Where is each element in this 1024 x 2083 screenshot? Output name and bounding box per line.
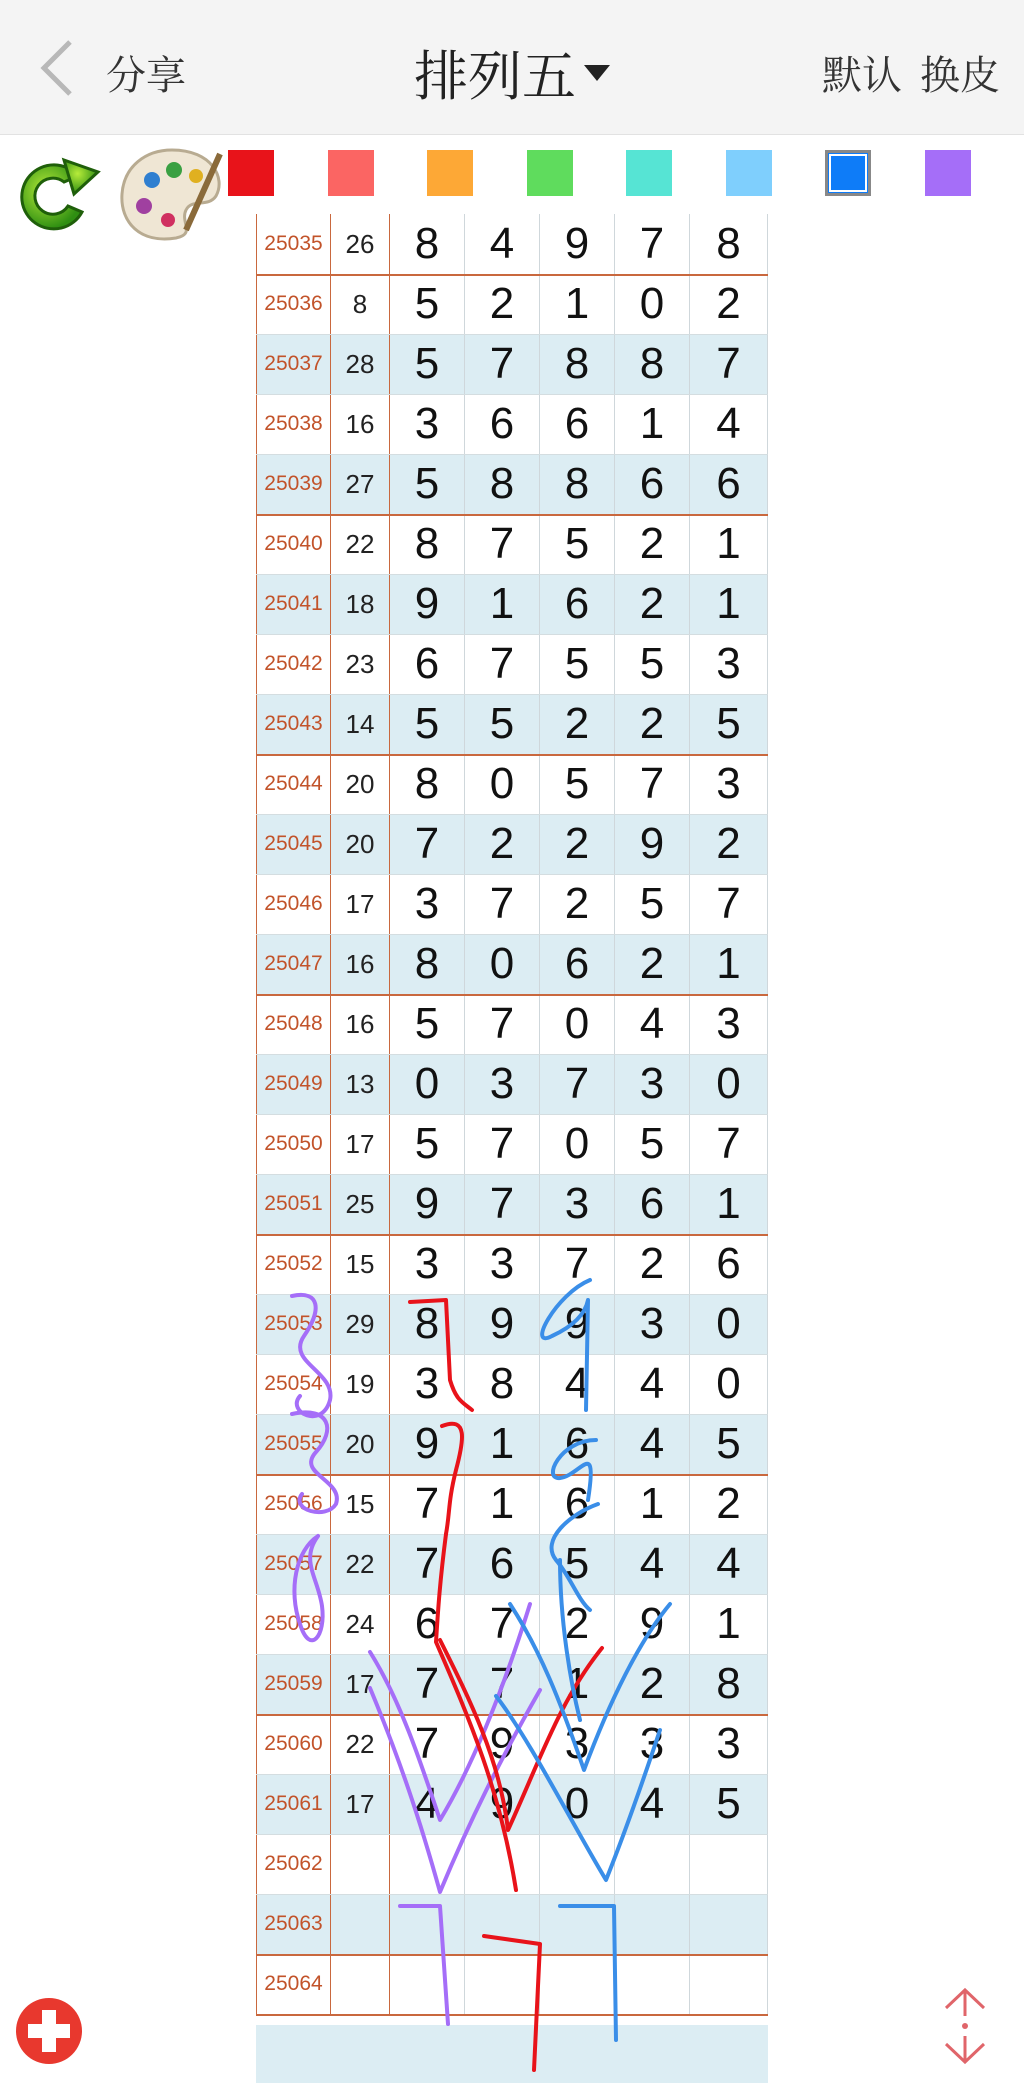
- sum-value: 29: [331, 1294, 390, 1354]
- issue-number: 25040: [256, 514, 331, 574]
- digit-3[interactable]: 5: [540, 754, 615, 814]
- digit-5[interactable]: 4: [690, 394, 768, 454]
- digit-5[interactable]: [690, 1954, 768, 2014]
- digit-3[interactable]: 4: [540, 1354, 615, 1414]
- digit-3[interactable]: 2: [540, 874, 615, 934]
- digit-4[interactable]: 8: [615, 334, 690, 394]
- row-divider: [256, 574, 768, 575]
- row-divider: [256, 1114, 768, 1115]
- grid-footer-band: [256, 2025, 768, 2083]
- digit-2[interactable]: 6: [465, 394, 540, 454]
- digit-1[interactable]: [390, 1834, 465, 1894]
- digit-2[interactable]: 7: [465, 634, 540, 694]
- digit-1[interactable]: 5: [390, 994, 465, 1054]
- issue-number: 25050: [256, 1114, 331, 1174]
- digit-3[interactable]: 3: [540, 1174, 615, 1234]
- digit-1[interactable]: 3: [390, 1354, 465, 1414]
- digit-3[interactable]: 2: [540, 1594, 615, 1654]
- digit-4[interactable]: 2: [615, 514, 690, 574]
- digit-5[interactable]: 6: [690, 454, 768, 514]
- digit-1[interactable]: 4: [390, 1774, 465, 1834]
- digit-1[interactable]: 3: [390, 1234, 465, 1294]
- digit-4[interactable]: 4: [615, 1534, 690, 1594]
- issue-number: 25042: [256, 634, 331, 694]
- trend-grid[interactable]: [256, 219, 768, 2083]
- table-row: [256, 1114, 768, 1174]
- sum-value: 23: [331, 634, 390, 694]
- row-divider: [256, 334, 768, 335]
- row-divider: [256, 1834, 768, 1835]
- digit-5[interactable]: 1: [690, 1594, 768, 1654]
- digit-2[interactable]: 7: [465, 334, 540, 394]
- sum-value: [331, 1894, 390, 1954]
- digit-1[interactable]: 7: [390, 1534, 465, 1594]
- digit-2[interactable]: 3: [465, 1054, 540, 1114]
- digit-3[interactable]: 6: [540, 1414, 615, 1474]
- row-divider: [256, 1954, 768, 1956]
- digit-5[interactable]: 1: [690, 934, 768, 994]
- digit-4[interactable]: 9: [615, 814, 690, 874]
- digit-1[interactable]: 7: [390, 1714, 465, 1774]
- row-divider: [256, 2014, 768, 2016]
- digit-4[interactable]: 3: [615, 1714, 690, 1774]
- digit-2[interactable]: 9: [465, 1714, 540, 1774]
- digit-2[interactable]: 7: [465, 1174, 540, 1234]
- issue-number: 25054: [256, 1354, 331, 1414]
- digit-5[interactable]: 1: [690, 1174, 768, 1234]
- digit-1[interactable]: 5: [390, 274, 465, 334]
- digit-3[interactable]: 3: [540, 1714, 615, 1774]
- sum-value: 20: [331, 754, 390, 814]
- digit-3: 9: [540, 214, 615, 274]
- issue-number: 25037: [256, 334, 331, 394]
- issue-number: 25058: [256, 1594, 331, 1654]
- issue-number: 25057: [256, 1534, 331, 1594]
- digit-2[interactable]: 7: [465, 874, 540, 934]
- digit-2[interactable]: 7: [465, 1654, 540, 1714]
- game-selector[interactable]: [414, 34, 610, 111]
- row-divider: [256, 754, 768, 756]
- digit-3[interactable]: 8: [540, 334, 615, 394]
- table-row: [256, 1894, 768, 1954]
- digit-5[interactable]: 0: [690, 1054, 768, 1114]
- digit-5[interactable]: 3: [690, 994, 768, 1054]
- table-row: [256, 1414, 768, 1474]
- row-divider: [256, 454, 768, 455]
- digit-4[interactable]: 4: [615, 994, 690, 1054]
- digit-4[interactable]: 0: [615, 274, 690, 334]
- issue-number: 25064: [256, 1954, 331, 2014]
- issue-number: 25046: [256, 874, 331, 934]
- digit-5[interactable]: 7: [690, 1114, 768, 1174]
- digit-3[interactable]: [540, 1834, 615, 1894]
- digit-2[interactable]: 7: [465, 514, 540, 574]
- digit-4[interactable]: 2: [615, 1654, 690, 1714]
- issue-number: 25056: [256, 1474, 331, 1534]
- issue-number: 25036: [256, 274, 331, 334]
- digit-2[interactable]: 3: [465, 1234, 540, 1294]
- digit-4: 7: [615, 214, 690, 274]
- digit-1[interactable]: 9: [390, 1414, 465, 1474]
- digit-1[interactable]: 9: [390, 1174, 465, 1234]
- digit-3[interactable]: 2: [540, 814, 615, 874]
- digit-1[interactable]: 8: [390, 1294, 465, 1354]
- digit-2[interactable]: 1: [465, 574, 540, 634]
- row-divider: [256, 1474, 768, 1476]
- row-divider: [256, 1894, 768, 1895]
- digit-3[interactable]: 8: [540, 454, 615, 514]
- table-row: [256, 994, 768, 1054]
- table-row: [256, 1834, 768, 1894]
- digit-2[interactable]: 7: [465, 1594, 540, 1654]
- table-row: [256, 1654, 768, 1714]
- digit-5[interactable]: 2: [690, 1474, 768, 1534]
- issue-number: 25063: [256, 1894, 331, 1954]
- sum-value: [331, 1834, 390, 1894]
- digit-5[interactable]: 2: [690, 814, 768, 874]
- row-divider: [256, 274, 768, 276]
- table-row: [256, 1474, 768, 1534]
- share-button[interactable]: 分享: [106, 54, 186, 98]
- sum-value: 27: [331, 454, 390, 514]
- sum-value: 22: [331, 1534, 390, 1594]
- digit-2[interactable]: [465, 1894, 540, 1954]
- digit-3[interactable]: 6: [540, 394, 615, 454]
- table-row: [256, 1954, 768, 2014]
- issue-number: 25038: [256, 394, 331, 454]
- digit-4[interactable]: 4: [615, 1354, 690, 1414]
- digit-5[interactable]: 1: [690, 514, 768, 574]
- digit-3[interactable]: [540, 1954, 615, 2014]
- table-row: [256, 1054, 768, 1114]
- change-skin-button[interactable]: 换皮: [920, 54, 1000, 98]
- digit-2[interactable]: 0: [465, 934, 540, 994]
- digit-3[interactable]: 0: [540, 994, 615, 1054]
- digit-4[interactable]: [615, 1834, 690, 1894]
- table-row: [256, 814, 768, 874]
- digit-1[interactable]: 7: [390, 1654, 465, 1714]
- digit-1[interactable]: 6: [390, 1594, 465, 1654]
- digit-1[interactable]: 9: [390, 574, 465, 634]
- issue-number: 25059: [256, 1654, 331, 1714]
- digit-3[interactable]: 6: [540, 934, 615, 994]
- digit-2[interactable]: [465, 1954, 540, 2014]
- table-row: [256, 934, 768, 994]
- table-row: [256, 394, 768, 454]
- digit-3[interactable]: 2: [540, 694, 615, 754]
- sum-value: 17: [331, 1114, 390, 1174]
- digit-3[interactable]: 1: [540, 1654, 615, 1714]
- row-divider: [256, 1594, 768, 1595]
- digit-3[interactable]: 0: [540, 1774, 615, 1834]
- issue-number: 25044: [256, 754, 331, 814]
- sum-value: 22: [331, 514, 390, 574]
- digit-1[interactable]: 0: [390, 1054, 465, 1114]
- table-row: [256, 754, 768, 814]
- digit-1[interactable]: 8: [390, 754, 465, 814]
- issue-number: 25047: [256, 934, 331, 994]
- issue-number: 25060: [256, 1714, 331, 1774]
- digit-2[interactable]: 1: [465, 1414, 540, 1474]
- digit-3[interactable]: [540, 1894, 615, 1954]
- digit-2: 4: [465, 214, 540, 274]
- sum-value: 16: [331, 994, 390, 1054]
- digit-5[interactable]: 2: [690, 274, 768, 334]
- scroll-toggle-icon[interactable]: [938, 1986, 992, 2066]
- row-divider: [256, 1354, 768, 1355]
- sum-value: 16: [331, 934, 390, 994]
- row-divider: [256, 1174, 768, 1175]
- sum-value: 19: [331, 1354, 390, 1414]
- table-row: [256, 274, 768, 334]
- digit-5[interactable]: 5: [690, 694, 768, 754]
- digit-5[interactable]: [690, 1834, 768, 1894]
- color-swatch-orange[interactable]: [427, 150, 473, 196]
- digit-5[interactable]: 1: [690, 574, 768, 634]
- digit-3[interactable]: 7: [540, 1234, 615, 1294]
- digit-3[interactable]: 1: [540, 274, 615, 334]
- table-row-partial: [256, 214, 768, 274]
- digit-1[interactable]: 5: [390, 334, 465, 394]
- digit-1[interactable]: 7: [390, 1474, 465, 1534]
- digit-1[interactable]: 3: [390, 394, 465, 454]
- digit-1[interactable]: [390, 1954, 465, 2014]
- color-swatch-teal[interactable]: [626, 150, 672, 196]
- sum-value: 22: [331, 1714, 390, 1774]
- issue-number: 25061: [256, 1774, 331, 1834]
- issue-number: 25039: [256, 454, 331, 514]
- digit-5: 8: [690, 214, 768, 274]
- row-divider: [256, 1534, 768, 1535]
- digit-5[interactable]: 3: [690, 634, 768, 694]
- sum-value: 24: [331, 1594, 390, 1654]
- digit-4[interactable]: 3: [615, 1294, 690, 1354]
- digit-4[interactable]: 2: [615, 694, 690, 754]
- digit-5[interactable]: 0: [690, 1354, 768, 1414]
- sum-value: 16: [331, 394, 390, 454]
- digit-1: 8: [390, 214, 465, 274]
- sum-value: 13: [331, 1054, 390, 1114]
- row-divider: [256, 514, 768, 516]
- digit-4[interactable]: 1: [615, 394, 690, 454]
- digit-2[interactable]: 7: [465, 1114, 540, 1174]
- row-divider: [256, 1654, 768, 1655]
- digit-3[interactable]: 7: [540, 1054, 615, 1114]
- table-row: [256, 1294, 768, 1354]
- row-divider: [256, 874, 768, 875]
- digit-2[interactable]: 0: [465, 754, 540, 814]
- row-divider: [256, 1054, 768, 1055]
- digit-1[interactable]: 5: [390, 694, 465, 754]
- palette-icon[interactable]: [116, 144, 228, 244]
- table-row: [256, 1594, 768, 1654]
- issue-number: 25041: [256, 574, 331, 634]
- row-divider: [256, 814, 768, 815]
- digit-4[interactable]: 5: [615, 874, 690, 934]
- digit-4[interactable]: 6: [615, 454, 690, 514]
- digit-5[interactable]: 0: [690, 1294, 768, 1354]
- row-divider: [256, 1774, 768, 1775]
- sum-value: 20: [331, 1414, 390, 1474]
- digit-4[interactable]: 7: [615, 754, 690, 814]
- sum-value: [331, 1954, 390, 2014]
- add-icon[interactable]: [14, 1996, 84, 2066]
- digit-1[interactable]: 7: [390, 814, 465, 874]
- sum-value: 17: [331, 1774, 390, 1834]
- digit-4[interactable]: 9: [615, 1594, 690, 1654]
- sum-value: 15: [331, 1474, 390, 1534]
- row-divider: [256, 694, 768, 695]
- digit-4[interactable]: 2: [615, 1234, 690, 1294]
- row-divider: [256, 1714, 768, 1716]
- sum-value: 18: [331, 574, 390, 634]
- sum-value: 20: [331, 814, 390, 874]
- digit-3[interactable]: 6: [540, 1474, 615, 1534]
- issue-number: 25045: [256, 814, 331, 874]
- digit-5[interactable]: 3: [690, 754, 768, 814]
- digit-5[interactable]: 7: [690, 334, 768, 394]
- digit-1[interactable]: 3: [390, 874, 465, 934]
- issue-number: 25052: [256, 1234, 331, 1294]
- sum-value: 25: [331, 1174, 390, 1234]
- digit-4[interactable]: 1: [615, 1474, 690, 1534]
- digit-4[interactable]: 4: [615, 1774, 690, 1834]
- table-row: [256, 874, 768, 934]
- row-divider: [256, 1414, 768, 1415]
- table-row: [256, 1714, 768, 1774]
- digit-4[interactable]: 4: [615, 1414, 690, 1474]
- digit-4[interactable]: 3: [615, 1054, 690, 1114]
- digit-1[interactable]: [390, 1894, 465, 1954]
- table-row: [256, 454, 768, 514]
- issue-number: 25053: [256, 1294, 331, 1354]
- digit-4[interactable]: 5: [615, 1114, 690, 1174]
- issue-number: 25048: [256, 994, 331, 1054]
- sum-value: 15: [331, 1234, 390, 1294]
- digit-5[interactable]: 7: [690, 874, 768, 934]
- digit-2[interactable]: 8: [465, 1354, 540, 1414]
- table-row: [256, 1534, 768, 1594]
- table-row: [256, 1174, 768, 1234]
- digit-4[interactable]: 2: [615, 574, 690, 634]
- digit-3[interactable]: 5: [540, 514, 615, 574]
- digit-5[interactable]: 6: [690, 1234, 768, 1294]
- digit-3[interactable]: 9: [540, 1294, 615, 1354]
- digit-2[interactable]: 2: [465, 814, 540, 874]
- table-row: [256, 334, 768, 394]
- table-row: [256, 1354, 768, 1414]
- issue-number: 25051: [256, 1174, 331, 1234]
- issue-number: 25049: [256, 1054, 331, 1114]
- caret-down-icon: [584, 63, 610, 83]
- sum-value: 26: [331, 214, 390, 274]
- color-swatch-light-blue[interactable]: [726, 150, 772, 196]
- color-swatch-light-red[interactable]: [328, 150, 374, 196]
- digit-5[interactable]: 4: [690, 1534, 768, 1594]
- color-swatch-red[interactable]: [228, 150, 274, 196]
- table-row: [256, 514, 768, 574]
- sum-value: 14: [331, 694, 390, 754]
- digit-3[interactable]: 0: [540, 1114, 615, 1174]
- digit-1[interactable]: 8: [390, 514, 465, 574]
- digit-2[interactable]: 1: [465, 1474, 540, 1534]
- issue-number: 25062: [256, 1834, 331, 1894]
- sum-value: 28: [331, 334, 390, 394]
- refresh-icon[interactable]: [8, 146, 100, 246]
- digit-4[interactable]: 6: [615, 1174, 690, 1234]
- issue-number: 25055: [256, 1414, 331, 1474]
- top-bar: [0, 0, 1024, 135]
- digit-4[interactable]: [615, 1954, 690, 2014]
- digit-5[interactable]: 5: [690, 1414, 768, 1474]
- digit-4[interactable]: [615, 1894, 690, 1954]
- digit-1[interactable]: 6: [390, 634, 465, 694]
- digit-2[interactable]: 6: [465, 1534, 540, 1594]
- digit-3[interactable]: 5: [540, 634, 615, 694]
- digit-2[interactable]: 9: [465, 1294, 540, 1354]
- digit-2[interactable]: 9: [465, 1774, 540, 1834]
- table-row: [256, 1234, 768, 1294]
- digit-3[interactable]: 6: [540, 574, 615, 634]
- color-swatch-blue[interactable]: [825, 150, 871, 196]
- digit-2[interactable]: 8: [465, 454, 540, 514]
- row-divider: [256, 1294, 768, 1295]
- row-divider: [256, 634, 768, 635]
- row-divider: [256, 994, 768, 996]
- sum-value: 17: [331, 1654, 390, 1714]
- default-button[interactable]: 默认: [822, 54, 902, 98]
- color-swatch-green[interactable]: [527, 150, 573, 196]
- table-row: [256, 574, 768, 634]
- digit-4[interactable]: 5: [615, 634, 690, 694]
- sum-value: 8: [331, 274, 390, 334]
- issue-number: 25035: [256, 214, 331, 274]
- digit-3[interactable]: 5: [540, 1534, 615, 1594]
- row-divider: [256, 934, 768, 935]
- digit-1[interactable]: 5: [390, 454, 465, 514]
- digit-2[interactable]: 5: [465, 694, 540, 754]
- digit-5[interactable]: 3: [690, 1714, 768, 1774]
- sum-value: 17: [331, 874, 390, 934]
- table-row: [256, 694, 768, 754]
- digit-5[interactable]: 5: [690, 1774, 768, 1834]
- row-divider: [256, 1234, 768, 1236]
- game-title: 排列五: [414, 47, 576, 107]
- table-row: [256, 1774, 768, 1834]
- color-swatch-purple[interactable]: [925, 150, 971, 196]
- digit-1[interactable]: 8: [390, 934, 465, 994]
- row-divider: [256, 394, 768, 395]
- table-row: [256, 634, 768, 694]
- digit-2[interactable]: [465, 1834, 540, 1894]
- digit-4[interactable]: 2: [615, 934, 690, 994]
- digit-2[interactable]: 2: [465, 274, 540, 334]
- digit-5[interactable]: 8: [690, 1654, 768, 1714]
- issue-number: 25043: [256, 694, 331, 754]
- digit-1[interactable]: 5: [390, 1114, 465, 1174]
- digit-2[interactable]: 7: [465, 994, 540, 1054]
- digit-5[interactable]: [690, 1894, 768, 1954]
